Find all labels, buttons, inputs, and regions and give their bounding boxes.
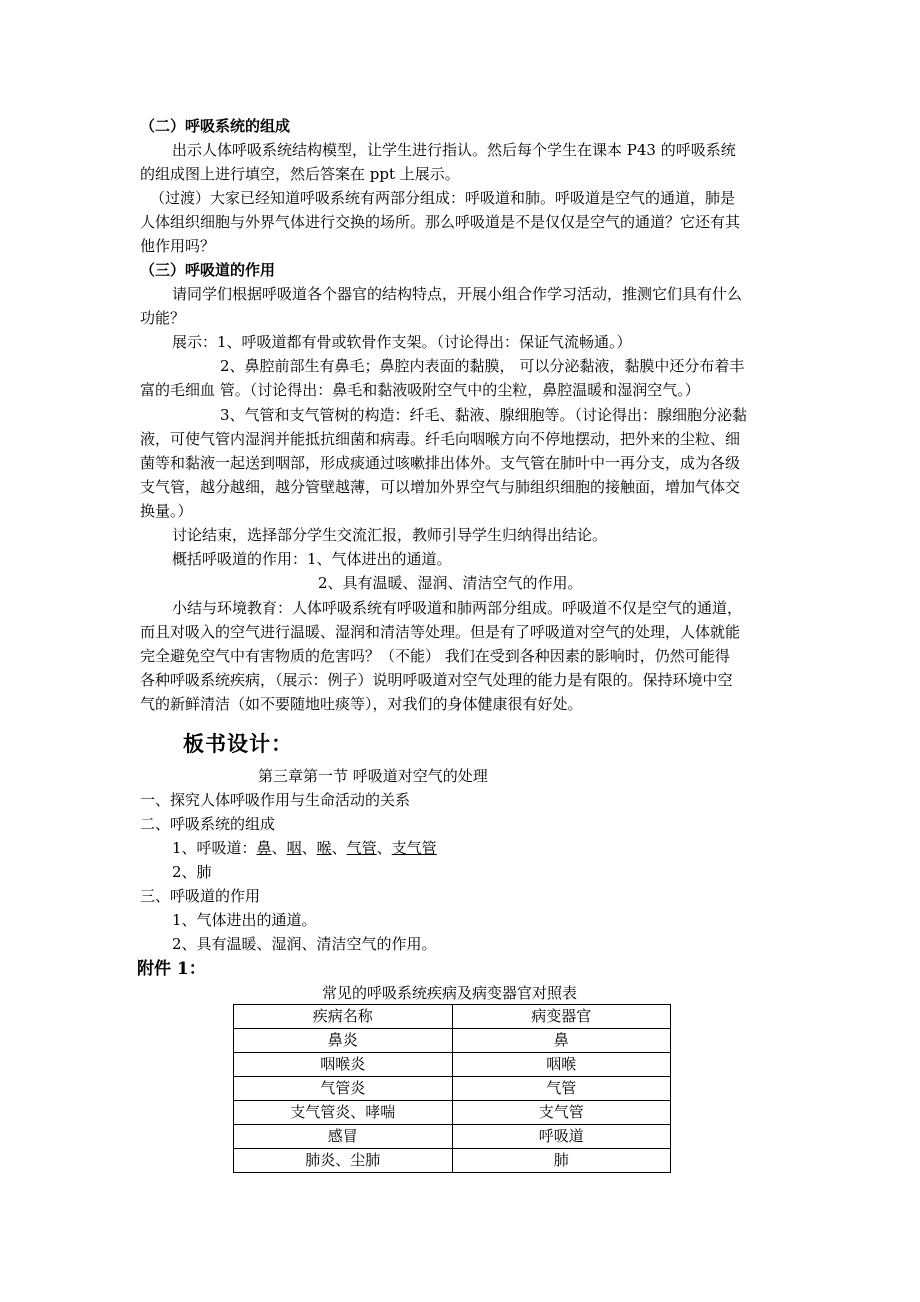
board-line: 2、肺 (172, 863, 212, 881)
paragraph-line: 人体组织细胞与外界气体进行交换的场所。那么呼吸道是不是仅仅是空气的通道？它还有其 (140, 213, 741, 231)
separator: 、 (331, 839, 347, 857)
board-design-heading: 板书设计： (183, 731, 293, 756)
paragraph-line: 菌等和黏液一起送到咽部，形成痰通过咳嗽排出体外。支气管在肺叶中一再分支，成为各级 (140, 454, 741, 472)
paragraph-line: 支气管，越分越细，越分管壁越薄，可以增加外界空气与肺组织细胞的接触面，增加气体交 (140, 478, 741, 496)
paragraph-line: 的组成图上进行填空，然后答案在 ppt 上展示。 (140, 165, 460, 183)
table-cell: 呼吸道 (452, 1125, 671, 1149)
board-line: 1、气体进出的通道。 (172, 911, 317, 929)
paragraph-line: 功能？ (140, 309, 186, 327)
organ-larynx: 喉 (316, 839, 332, 857)
separator: 、 (376, 839, 392, 857)
section-2-heading: （二）呼吸系统的组成 (140, 117, 291, 135)
paragraph-line: 2、鼻腔前部生有鼻毛；鼻腔内表面的黏膜， 可以分泌黏液，黏膜中还分布着丰 (220, 357, 745, 375)
table-row (234, 1029, 671, 1053)
paragraph-line: 而且对吸入的空气进行温暖、湿润和清洁等处理。但是有了呼吸道对空气的处理，人体就能 (140, 623, 741, 641)
table-cell: 肺 (452, 1149, 671, 1173)
table-row (234, 1149, 671, 1173)
table-cell: 肺炎、尘肺 (234, 1149, 453, 1173)
organ-pharynx: 咽 (286, 839, 302, 857)
table-row (234, 1125, 671, 1149)
paragraph-line: 出示人体呼吸系统结构模型，让学生进行指认。然后每个学生在课本 P43 的呼吸系统 (172, 141, 736, 159)
paragraph-line: 富的毛细血 管。（讨论得出：鼻毛和黏液吸附空气中的尘粒，鼻腔温暖和湿润空气。） (140, 381, 700, 399)
table-title: 常见的呼吸系统疾病及病变器官对照表 (322, 984, 578, 1002)
board-title: 第三章第一节 呼吸道对空气的处理 (258, 767, 488, 785)
separator: 、 (301, 839, 317, 857)
table-cell: 气管炎 (234, 1077, 453, 1101)
separator: 、 (271, 839, 287, 857)
paragraph-line: （过渡）大家已经知道呼吸系统有两部分组成：呼吸道和肺。呼吸道是空气的通道，肺是 (150, 189, 736, 207)
organ-trachea: 气管 (346, 839, 377, 857)
paragraph-line: 请同学们根据呼吸道各个器官的结构特点，开展小组合作学习活动，推测它们具有什么 (172, 285, 743, 303)
paragraph-line: 2、具有温暖、湿润、清洁空气的作用。 (318, 574, 583, 592)
header-cell-organ: 病变器官 (452, 1005, 671, 1029)
table-cell: 咽喉炎 (234, 1053, 453, 1077)
table-cell: 气管 (452, 1077, 671, 1101)
paragraph-line: 展示：1、呼吸道都有骨或软骨作支架。（讨论得出：保证气流畅通。） (172, 333, 632, 351)
table-header-row (234, 1005, 671, 1029)
table-cell: 支气管炎、哮喘 (234, 1101, 453, 1125)
board-line-airway (172, 836, 437, 861)
section-3-heading: （三）呼吸道的作用 (140, 261, 276, 279)
board-line: 2、具有温暖、湿润、清洁空气的作用。 (172, 935, 437, 953)
paragraph-line: 完全避免空气中有害物质的危害吗？（不能） 我们在受到各种因素的影响时，仍然可能得 (140, 647, 730, 665)
organ-nose: 鼻 (256, 839, 272, 857)
table-row (234, 1101, 671, 1125)
table-cell: 咽喉 (452, 1053, 671, 1077)
table-cell: 感冒 (234, 1125, 453, 1149)
paragraph-line: 讨论结束，选择部分学生交流汇报，教师引导学生归纳得出结论。 (172, 526, 608, 544)
paragraph-line: 3、气管和支气管树的构造：纤毛、黏液、腺细胞等。（讨论得出：腺细胞分泌黏 (220, 406, 748, 424)
paragraph-line: 各种呼吸系统疾病，（展示：例子）说明呼吸道对空气处理的能力是有限的。保持环境中空 (140, 671, 733, 689)
appendix-heading: 附件 1： (137, 959, 206, 979)
header-cell-disease: 疾病名称 (234, 1005, 453, 1029)
table-cell: 支气管 (452, 1101, 671, 1125)
table-cell: 鼻 (452, 1029, 671, 1053)
paragraph-line: 液，可使气管内湿润并能抵抗细菌和病毒。纤毛向咽喉方向不停地摆动，把外来的尘粒、细 (140, 430, 741, 448)
paragraph-line: 气的新鲜清洁（如不要随地吐痰等），对我们的身体健康很有好处。 (140, 695, 583, 713)
disease-organ-table (233, 1004, 671, 1173)
table-row (234, 1077, 671, 1101)
airway-label: 1、呼吸道： (172, 839, 257, 857)
board-line: 一、探究人体呼吸作用与生命活动的关系 (140, 791, 411, 809)
paragraph-line: 小结与环境教育：人体呼吸系统有呼吸道和肺两部分组成。呼吸道不仅是空气的通道， (172, 599, 743, 617)
table-cell: 鼻炎 (234, 1029, 453, 1053)
board-line: 二、呼吸系统的组成 (140, 815, 276, 833)
board-line: 三、呼吸道的作用 (140, 887, 261, 905)
paragraph-line: 概括呼吸道的作用：1、气体进出的通道。 (172, 550, 452, 568)
paragraph-line: 换量。） (140, 502, 193, 520)
organ-bronchi: 支气管 (391, 839, 437, 857)
paragraph-line: 他作用吗？ (140, 237, 216, 255)
table-row (234, 1053, 671, 1077)
